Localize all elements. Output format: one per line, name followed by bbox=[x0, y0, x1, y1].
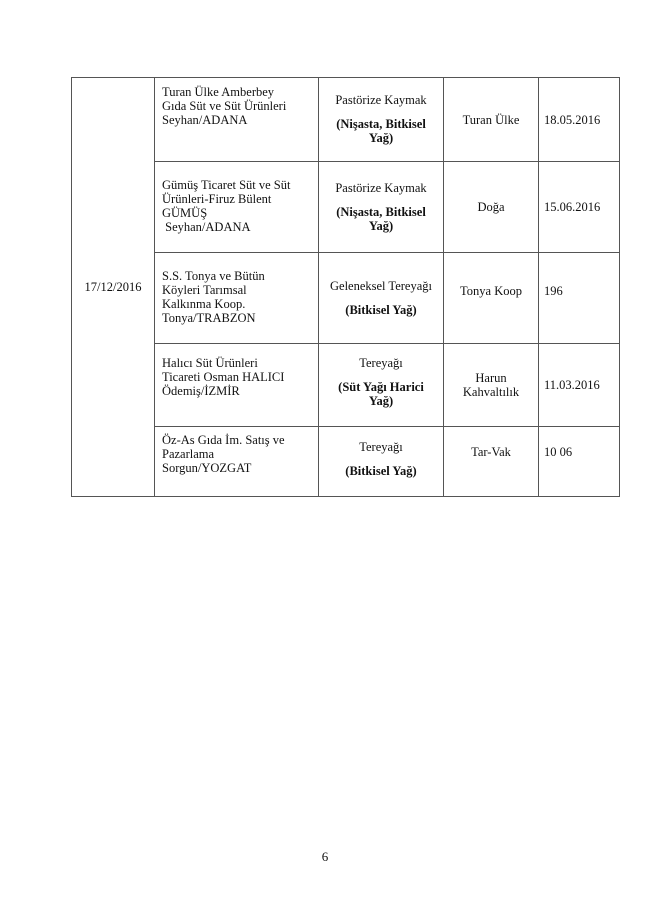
company-line: Öz-As Gıda İm. Satış ve bbox=[162, 433, 285, 447]
brand-cell: Tonya Koop bbox=[444, 253, 539, 344]
company-line: Kalkınma Koop. bbox=[162, 297, 246, 311]
company-cell bbox=[155, 78, 319, 162]
brand-cell: Turan Ülke bbox=[444, 78, 539, 162]
date-cell: 17/12/2016 bbox=[72, 78, 155, 497]
company-line: Seyhan/ADANA bbox=[162, 220, 251, 234]
product-name: Pastörize Kaymak bbox=[335, 93, 427, 107]
company-line: Turan Ülke Amberbey bbox=[162, 85, 275, 99]
company-line: Pazarlama bbox=[162, 447, 215, 461]
company-line: Tonya/TRABZON bbox=[162, 311, 256, 325]
table-row bbox=[72, 344, 620, 427]
number-cell: 11.03.2016 bbox=[539, 344, 620, 427]
company-cell bbox=[155, 162, 319, 253]
company-line: Gümüş Ticaret Süt ve Süt bbox=[162, 178, 291, 192]
brand-cell: Harun Kahvaltılık bbox=[444, 344, 539, 427]
product-note: (Süt Yağı Harici Yağ) bbox=[338, 380, 424, 408]
table-row bbox=[72, 427, 620, 497]
company-line: Köyleri Tarımsal bbox=[162, 283, 247, 297]
page-number: 6 bbox=[321, 849, 329, 864]
product-name: Geleneksel Tereyağı bbox=[330, 279, 432, 293]
product-note: (Nişasta, Bitkisel Yağ) bbox=[336, 117, 426, 145]
number-cell: 18.05.2016 bbox=[539, 78, 620, 162]
product-name: Tereyağı bbox=[359, 440, 403, 454]
brand-cell: Doğa bbox=[444, 162, 539, 253]
product-cell bbox=[319, 253, 444, 344]
company-line: Sorgun/YOZGAT bbox=[162, 461, 252, 475]
company-cell bbox=[155, 427, 319, 497]
company-cell bbox=[155, 253, 319, 344]
product-table bbox=[71, 77, 620, 497]
product-cell bbox=[319, 427, 444, 497]
product-cell bbox=[319, 162, 444, 253]
number-cell: 15.06.2016 bbox=[539, 162, 620, 253]
product-name: Pastörize Kaymak bbox=[335, 181, 427, 195]
company-line: Gıda Süt ve Süt Ürünleri bbox=[162, 99, 287, 113]
company-line: Ürünleri-Firuz Bülent bbox=[162, 192, 272, 206]
table-row bbox=[72, 253, 620, 344]
table-row bbox=[72, 78, 620, 162]
product-note: (Nişasta, Bitkisel Yağ) bbox=[336, 205, 426, 233]
brand-cell: Tar-Vak bbox=[444, 427, 539, 497]
product-cell bbox=[319, 344, 444, 427]
company-line: Ticareti Osman HALICI bbox=[162, 370, 285, 384]
company-line: Seyhan/ADANA bbox=[162, 113, 248, 127]
product-name: Tereyağı bbox=[359, 356, 403, 370]
company-line: GÜMÜŞ bbox=[162, 206, 208, 220]
number-cell: 196 bbox=[539, 253, 620, 344]
company-line: Ödemiş/İZMİR bbox=[162, 384, 240, 398]
company-line: Halıcı Süt Ürünleri bbox=[162, 356, 258, 370]
table-row bbox=[72, 162, 620, 253]
company-line: S.S. Tonya ve Bütün bbox=[162, 269, 265, 283]
product-note: (Bitkisel Yağ) bbox=[345, 303, 417, 317]
product-note: (Bitkisel Yağ) bbox=[345, 464, 417, 478]
product-cell bbox=[319, 78, 444, 162]
company-cell bbox=[155, 344, 319, 427]
number-cell: 10 06 bbox=[539, 427, 620, 497]
